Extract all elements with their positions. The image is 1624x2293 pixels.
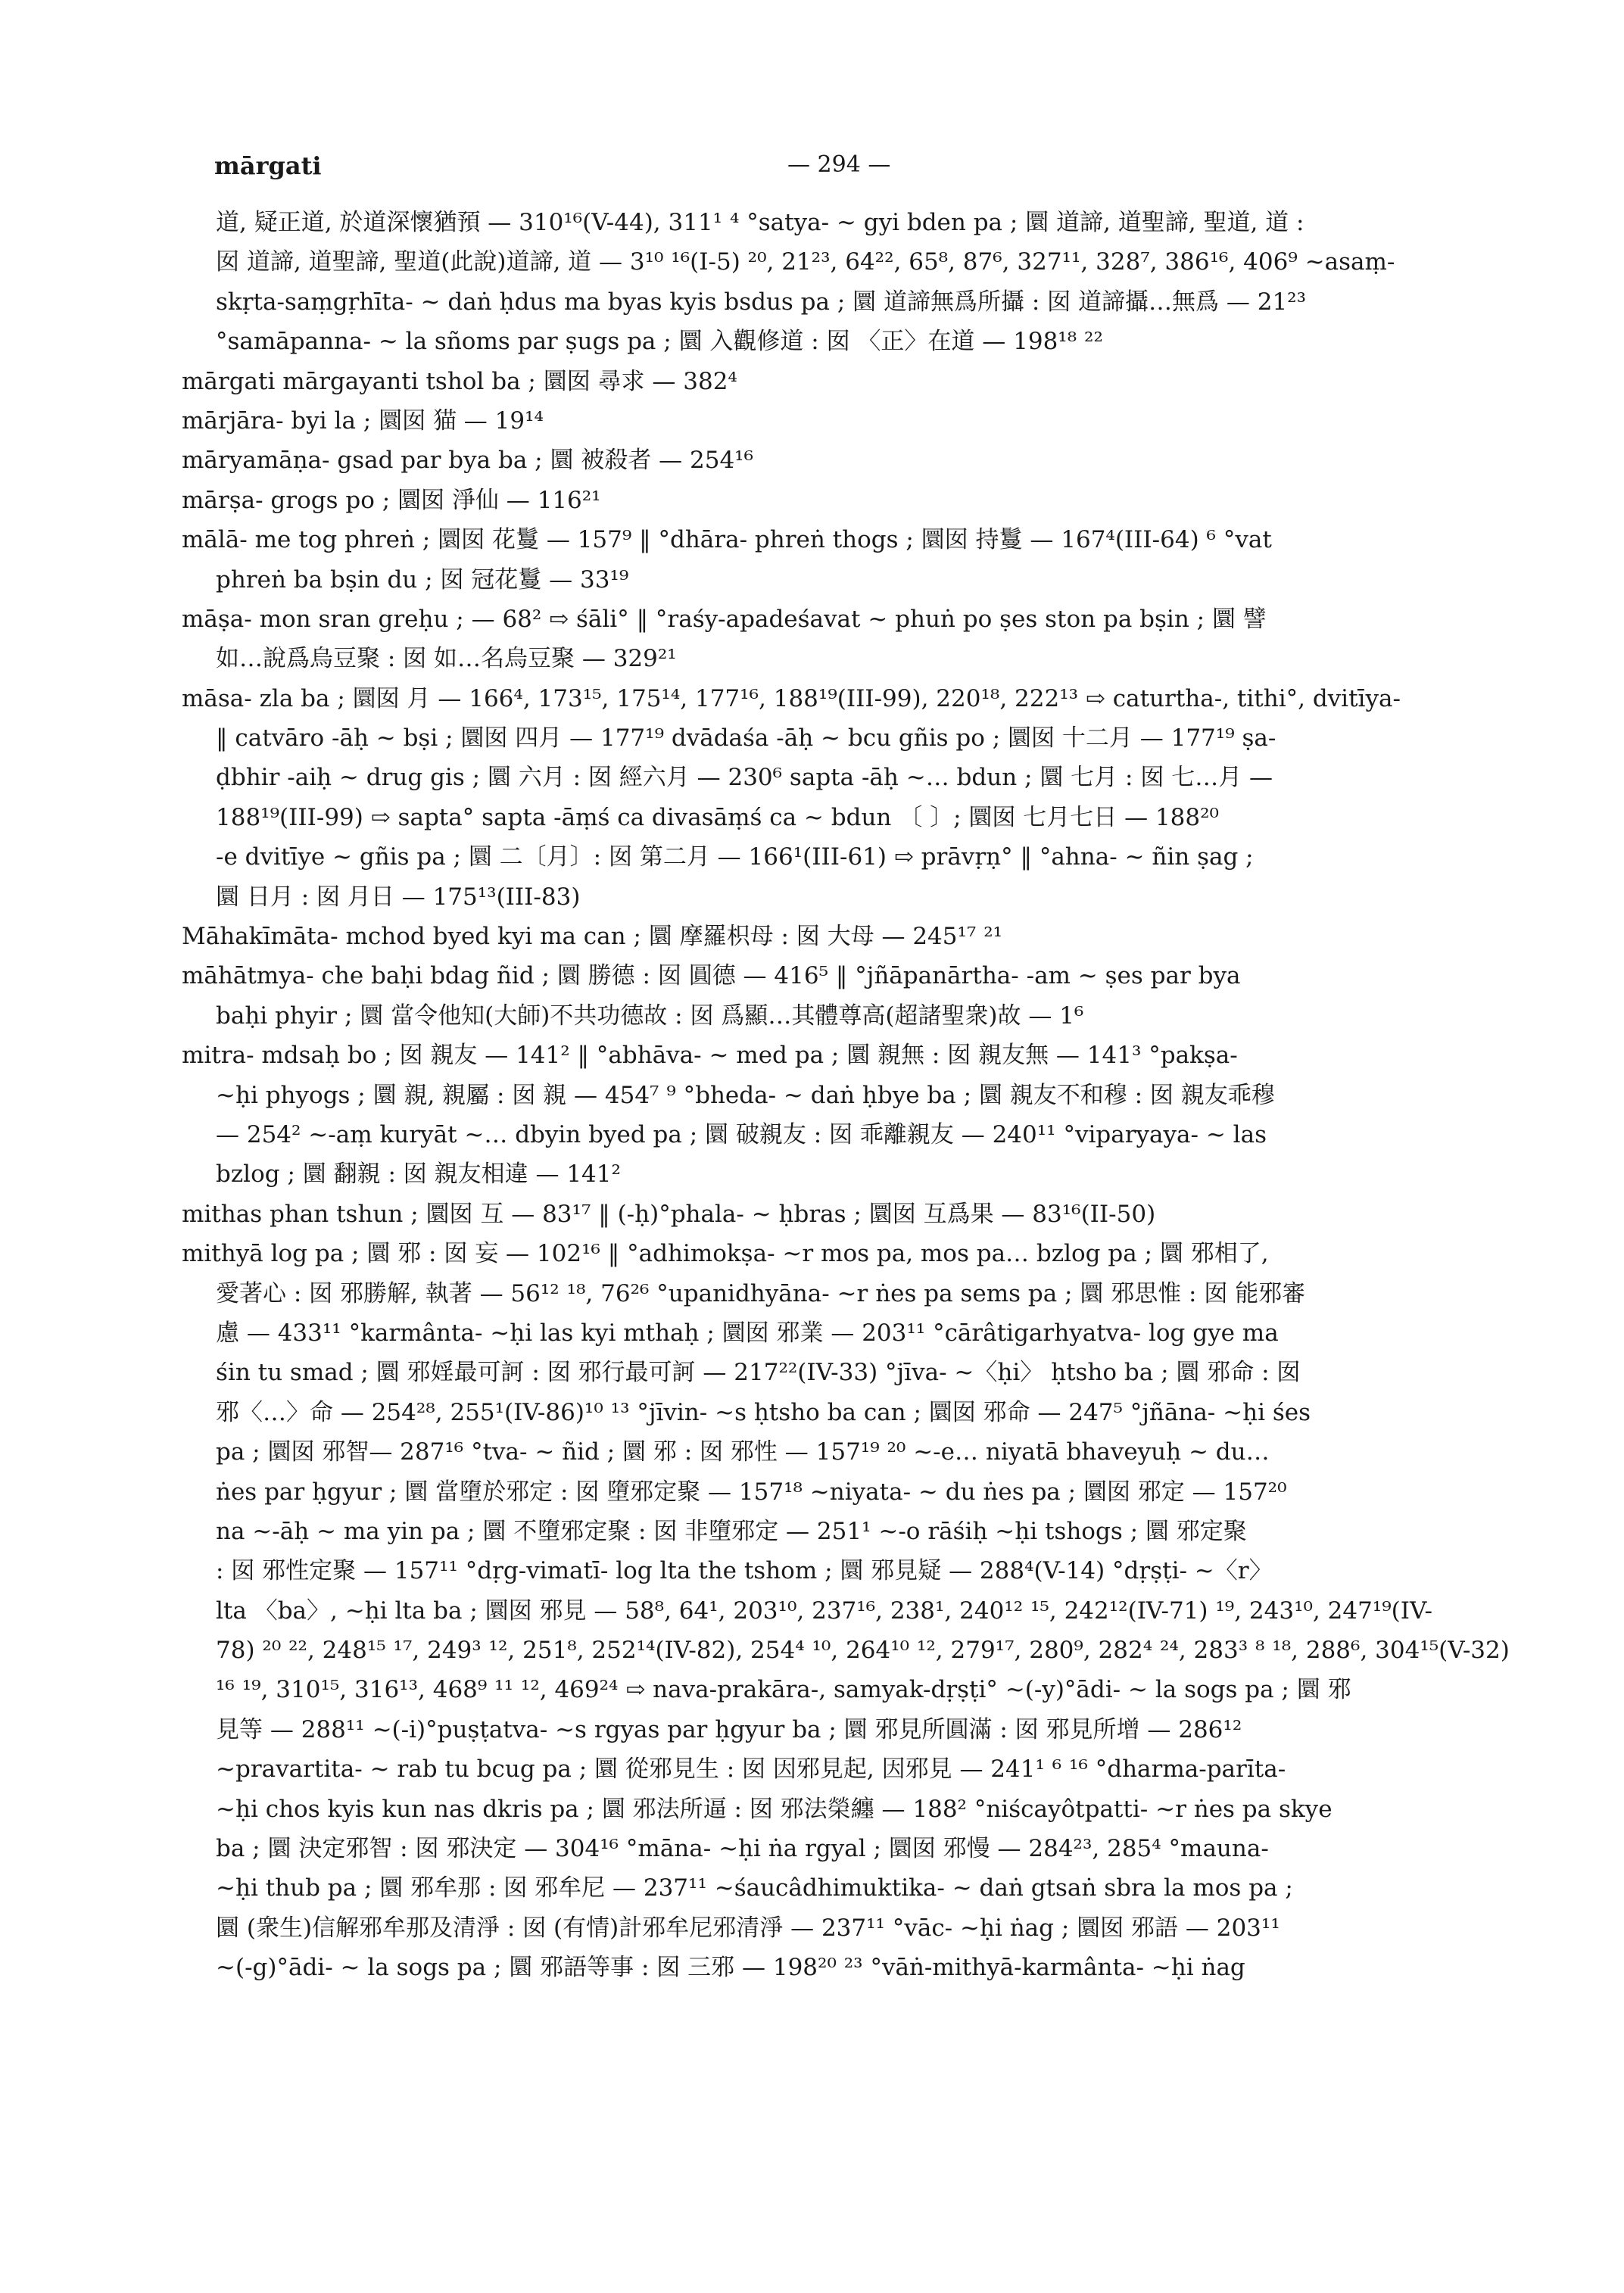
entry-line: śin tu smad ; 圜 邪婬最可訶 : 囡 邪行最可訶 — 217²²(IV-33) °jīva- ~〈ḥi〉 ḥtsho ba ; 圜 邪命 : 囡 (216, 1359, 1301, 1387)
entry-line: °samāpanna- ~ la sñoms par ṣugs pa ; 圜 入觀修道 : 囡 〈正〉在道 — 198¹⁸ ²² (216, 328, 1103, 356)
entry-line: mithas phan tshun ; 圜囡 互 — 83¹⁷ ‖ (-ḥ)°phala- ~ ḥbras ; 圜囡 互爲果 — 83¹⁶(II-50) (182, 1200, 1156, 1228)
entry-line: lta 〈ba〉, ~ḥi lta ba ; 圜囡 邪見 — 58⁸, 64¹, 203¹⁰, 237¹⁶, 238¹, 240¹² ¹⁵, 242¹²(IV-71) ¹⁹, 243¹⁰, 247¹⁹(IV- (216, 1597, 1433, 1625)
entry-line: māryamāṇa- gsad par bya ba ; 圜 被殺者 — 254¹⁶ (182, 447, 754, 475)
entry-line: skṛta-saṃgṛhīta- ~ daṅ ḥdus ma byas kyis bsdus pa ; 圜 道諦無爲所攝 : 囡 道諦攝…無爲 — 21²³ (216, 288, 1307, 316)
entry-line: mitra- mdsaḥ bo ; 囡 親友 — 141² ‖ °abhāva- ~ med pa ; 圜 親無 : 囡 親友無 — 141³ °pakṣa- (182, 1042, 1238, 1070)
entry-line: 78) ²⁰ ²², 248¹⁵ ¹⁷, 249³ ¹², 251⁸, 252¹⁴(IV-82), 254⁴ ¹⁰, 264¹⁰ ¹², 279¹⁷, 280⁹, 282⁴ ²⁴, 283³ ⁸ ¹⁸, 288⁶, 304¹⁵(V-32) (216, 1637, 1510, 1665)
entry-line: — 254² ~-aṃ kuryāt ~… dbyin byed pa ; 圜 破親友 : 囡 乖離親友 — 240¹¹ °viparyaya- ~ las (216, 1120, 1267, 1148)
entry-line: mālā- me tog phreṅ ; 圜囡 花鬘 — 157⁹ ‖ °dhāra- phreṅ thogs ; 圜囡 持鬘 — 167⁴(III-64) ⁶ °vat (182, 526, 1272, 554)
entry-line: Māhakīmāta- mchod byed kyi ma can ; 圜 摩羅枳母 : 囡 大母 — 245¹⁷ ²¹ (182, 923, 1003, 951)
entry-line: 囡 道諦, 道聖諦, 聖道(此說)道諦, 道 — 3¹⁰ ¹⁶(I-5) ²⁰, 21²³, 64²², 65⁸, 87⁶, 327¹¹, 328⁷, 386¹⁶, 406⁹ ~asaṃ- (216, 248, 1395, 276)
entry-line: 圜 日月 : 囡 月日 — 175¹³(III-83) (216, 883, 581, 911)
entry-line: mithyā log pa ; 圜 邪 : 囡 妄 — 102¹⁶ ‖ °adhimokṣa- ~r mos pa, mos pa… bzlog pa ; 圜 邪相了, (182, 1240, 1269, 1268)
entry-line: 愛著心 : 囡 邪勝解, 執著 — 56¹² ¹⁸, 76²⁶ °upanidhyāna- ~r ṅes pa sems pa ; 圜 邪思惟 : 囡 能邪審 (216, 1279, 1306, 1307)
entry-line: māhātmya- che baḥi bdag ñid ; 圜 勝德 : 囡 圓德 — 416⁵ ‖ °jñāpanārtha- -am ~ ṣes par bya (182, 962, 1241, 990)
entry-line: ba ; 圜 決定邪智 : 囡 邪決定 — 304¹⁶ °māna- ~ḥi ṅa rgyal ; 圜囡 邪慢 — 284²³, 285⁴ °mauna- (216, 1835, 1269, 1863)
entry-line: ḍbhir -aiḥ ~ drug gis ; 圜 六月 : 囡 經六月 — 230⁶ sapta -āḥ ~… bdun ; 圜 七月 : 囡 七…月 — (216, 764, 1273, 792)
page-number: — 294 — (787, 151, 891, 178)
entry-line: ~ḥi thub pa ; 圜 邪牟那 : 囡 邪牟尼 — 237¹¹ ~śaucâdhimuktika- ~ daṅ gtsaṅ sbra la mos pa ; (216, 1874, 1293, 1902)
entry-line: ~(-g)°ādi- ~ la sogs pa ; 圜 邪語等事 : 囡 三邪 — 198²⁰ ²³ °vāṅ-mithyā-karmânta- ~ḥi ṅag (216, 1954, 1245, 1982)
entry-line: 見等 — 288¹¹ ~(-i)°puṣṭatva- ~s rgyas par ḥgyur ba ; 圜 邪見所圓滿 : 囡 邪見所增 — 286¹² (216, 1715, 1242, 1743)
entry-line: pa ; 圜囡 邪智— 287¹⁶ °tva- ~ ñid ; 圜 邪 : 囡 邪性 — 157¹⁹ ²⁰ ~-e… niyatā bhaveyuḥ ~ du… (216, 1438, 1270, 1466)
dictionary-entries (182, 203, 1514, 1988)
entry-line: ‖ catvāro -āḥ ~ bṣi ; 圜囡 四月 — 177¹⁹ dvādaśa -āḥ ~ bcu gñis po ; 圜囡 十二月 — 177¹⁹ ṣa- (216, 724, 1276, 752)
entry-line: mārgati mārgayanti tshol ba ; 圜囡 尋求 — 382⁴ (182, 367, 737, 395)
entry-line: 圜 (衆生)信解邪牟那及清淨 : 囡 (有情)計邪牟尼邪清淨 — 237¹¹ °vāc- ~ḥi ṅag ; 圜囡 邪語 — 203¹¹ (216, 1914, 1280, 1942)
entry-line: bzlog ; 圜 翻親 : 囡 親友相違 — 141² (216, 1161, 621, 1189)
entry-line: na ~-āḥ ~ ma yin pa ; 圜 不墮邪定聚 : 囡 非墮邪定 — 251¹ ~-o rāśiḥ ~ḥi tshogs ; 圜 邪定聚 (216, 1517, 1247, 1545)
running-head-word: mārgati (214, 151, 322, 180)
entry-line: -e dvitīye ~ gñis pa ; 圜 二〔月〕: 囡 第二月 — 166¹(III-61) ⇨ prāvṛṇ° ‖ °ahna- ~ ñin ṣag ; (216, 843, 1254, 871)
entry-line: ~pravartita- ~ rab tu bcug pa ; 圜 從邪見生 : 囡 因邪見起, 因邪見 — 241¹ ⁶ ¹⁶ °dharma-parīta- (216, 1756, 1286, 1784)
entry-line: ~ḥi phyogs ; 圜 親, 親屬 : 囡 親 — 454⁷ ⁹ °bheda- ~ daṅ ḥbye ba ; 圜 親友不和穆 : 囡 親友乖穆 (216, 1081, 1275, 1109)
entry-line: 道, 疑正道, 於道深懷猶預 — 310¹⁶(V-44), 311¹ ⁴ °satya- ~ gyi bden pa ; 圜 道諦, 道聖諦, 聖道, 道 : (216, 209, 1304, 236)
entry-line: māṣa- mon sran greḥu ; — 68² ⇨ śāli° ‖ °raśy-apadeśavat ~ phuṅ po ṣes ston pa bṣin ; 圜 譬 (182, 605, 1267, 633)
entry-line: māsa- zla ba ; 圜囡 月 — 166⁴, 173¹⁵, 175¹⁴, 177¹⁶, 188¹⁹(III-99), 220¹⁸, 222¹³ ⇨ caturtha-, tithi°, dvitīya- (182, 684, 1401, 712)
entry-line: mārṣa- grogs po ; 圜囡 淨仙 — 116²¹ (182, 486, 601, 514)
entry-line: 188¹⁹(III-99) ⇨ sapta° sapta -āṃś ca divasāṃś ca ~ bdun 〔 〕; 圜囡 七月七日 — 188²⁰ (216, 803, 1219, 831)
entry-line: : 囡 邪性定聚 — 157¹¹ °dṛg-vimatī- log lta the tshom ; 圜 邪見疑 — 288⁴(V-14) °dṛṣṭi- ~〈r〉 (216, 1557, 1273, 1585)
entry-line: baḥi phyir ; 圜 當令他知(大師)不共功德故 : 囡 爲顯…其體尊高(超諸聖衆)故 — 1⁶ (216, 1002, 1084, 1030)
entry-line: ~ḥi chos kyis kun nas dkris pa ; 圜 邪法所逼 : 囡 邪法榮纏 — 188² °niścayôtpatti- ~r ṅes pa skye (216, 1795, 1333, 1823)
entry-line: ¹⁶ ¹⁹, 310¹⁵, 316¹³, 468⁹ ¹¹ ¹², 469²⁴ ⇨ nava-prakāra-, samyak-dṛṣṭi° ~(-y)°ādi- ~ la sogs pa ; 圜 邪 (216, 1676, 1351, 1704)
entry-line: ṅes par ḥgyur ; 圜 當墮於邪定 : 囡 墮邪定聚 — 157¹⁸ ~niyata- ~ du ṅes pa ; 圜囡 邪定 — 157²⁰ (216, 1478, 1287, 1506)
entry-line: phreṅ ba bṣin du ; 囡 冠花鬘 — 33¹⁹ (216, 565, 629, 594)
entry-line: 邪〈…〉命 — 254²⁸, 255¹(IV-86)¹⁰ ¹³ °jīvin- ~s ḥtsho ba can ; 圜囡 邪命 — 247⁵ °jñāna- ~ḥi śes (216, 1398, 1311, 1426)
entry-line: 如…說爲烏豆聚 : 囡 如…名烏豆聚 — 329²¹ (216, 645, 677, 673)
entry-line: mārjāra- byi la ; 圜囡 猫 — 19¹⁴ (182, 407, 544, 435)
entry-line: 慮 — 433¹¹ °karmânta- ~ḥi las kyi mthaḥ ; 圜囡 邪業 — 203¹¹ °cārâtigarhyatva- log gye ma (216, 1319, 1279, 1347)
